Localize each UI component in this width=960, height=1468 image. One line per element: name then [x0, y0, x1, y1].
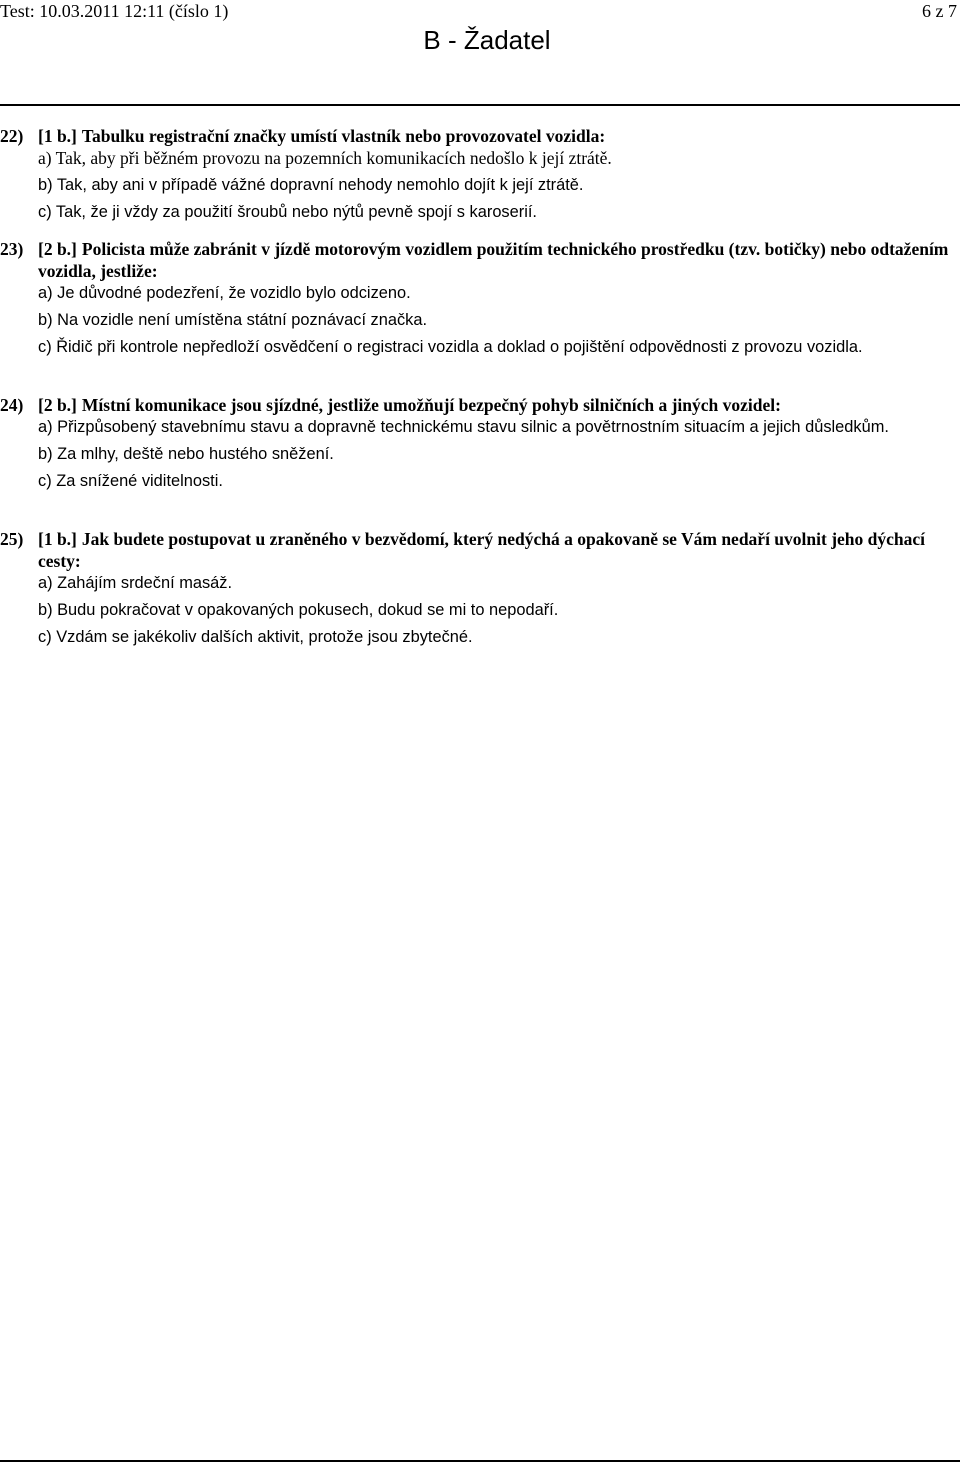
question-header [0, 125, 955, 147]
question-25 [0, 528, 955, 648]
question-number: 23) [0, 239, 24, 259]
question-text [38, 528, 955, 572]
question-text [38, 394, 781, 416]
page-title: B - Žadatel [423, 25, 551, 55]
answer-option-c[interactable]: c) Řidič při kontrole nepředloží osvědčení o registraci vozidla a doklad o pojištění odpovědnosti z provozu vozidla. [38, 338, 863, 356]
question-23 [0, 238, 955, 358]
question-header [0, 238, 955, 282]
answer-option-a[interactable]: a) Přizpůsobený stavebnímu stavu a dopravně technickému stavu silnic a povětrnostním situacím a jejich důsledkům. [38, 418, 889, 436]
question-number: 22) [0, 126, 24, 146]
question-22 [0, 125, 955, 223]
question-points: [1 b.] [38, 126, 77, 146]
question-number: 25) [0, 529, 24, 549]
answer-option-a[interactable]: a) Zahájím srdeční masáž. [38, 574, 233, 592]
answer-option-c[interactable]: c) Tak, že ji vždy za použití šroubů nebo nýtů pevně spojí s karoserií. [38, 203, 537, 221]
question-body: Jak budete postupovat u zraněného v bezvědomí, který nedýchá a opakovaně se Vám nedaří uvolnit jeho dýchací cesty: [38, 529, 926, 571]
question-body: Policista může zabránit v jízdě motorovým vozidlem použitím technického prostředku (tzv. botičky) nebo odtažením vozidla, jestliže: [38, 239, 949, 281]
page-number: 6 z 7 [922, 1, 957, 21]
answer-option-b[interactable]: b) Budu pokračovat v opakovaných pokusech, dokud se mi to nepodaří. [38, 601, 559, 619]
test-info: Test: 10.03.2011 12:11 (číslo 1) [0, 1, 229, 21]
question-header [0, 394, 955, 416]
question-header [0, 528, 955, 572]
question-number: 24) [0, 395, 24, 415]
bottom-divider [0, 1460, 960, 1462]
answer-option-b[interactable]: b) Na vozidle není umístěna státní poznávací značka. [38, 311, 428, 329]
answer-option-b[interactable]: b) Tak, aby ani v případě vážné dopravní nehody nemohlo dojít k její ztrátě. [38, 176, 584, 194]
question-body: Místní komunikace jsou sjízdné, jestliže umožňují bezpečný pohyb silničních a jiných vozidel: [81, 395, 781, 415]
answer-option-a[interactable]: a) Je důvodné podezření, že vozidlo bylo odcizeno. [38, 284, 411, 302]
answer-option-c[interactable]: c) Vzdám se jakékoliv dalších aktivit, protože jsou zbytečné. [38, 628, 473, 646]
question-body: Tabulku registrační značky umístí vlastník nebo provozovatel vozidla: [81, 126, 606, 146]
question-24 [0, 394, 955, 492]
question-points: [1 b.] [38, 529, 77, 549]
answer-option-a[interactable]: a) Tak, aby při běžném provozu na pozemních komunikacích nedošlo k její ztrátě. [38, 148, 612, 168]
question-text [38, 238, 955, 282]
answer-option-c[interactable]: c) Za snížené viditelnosti. [38, 472, 223, 490]
top-divider [0, 104, 960, 106]
question-points: [2 b.] [38, 395, 77, 415]
answer-option-b[interactable]: b) Za mlhy, deště nebo hustého sněžení. [38, 445, 334, 463]
question-text [38, 125, 605, 147]
question-points: [2 b.] [38, 239, 77, 259]
